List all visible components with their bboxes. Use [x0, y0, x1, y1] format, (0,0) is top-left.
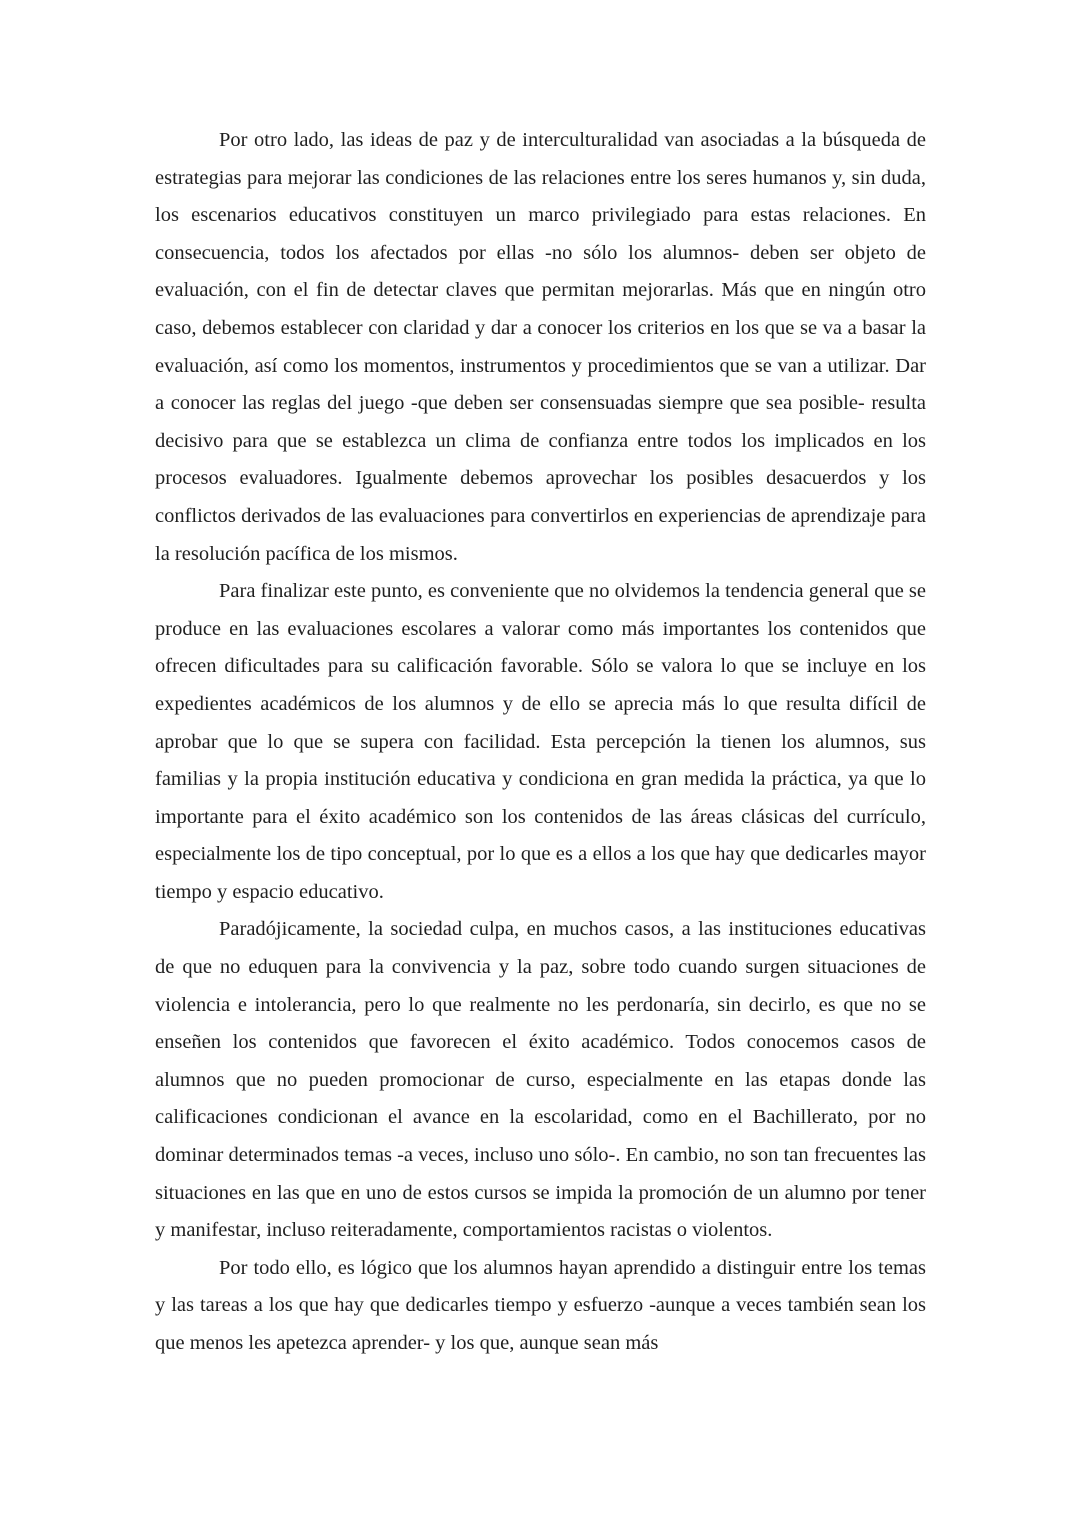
document-page — [155, 122, 926, 1422]
paragraph-evaluation-tendency: Para finalizar este punto, es conveniente que no olvidemos la tendencia general que se produce en las evaluaciones escolares a valorar como más importantes los contenidos que ofrecen dificultades para su calificación favorable. Sólo se valora lo que se incluye en los expedientes académicos de los alumnos y de ello se aprecia más lo que resulta difícil de aprobar que lo que se supera con facilidad. Esta percepción la tienen los alumnos, sus familias y la propia institución educativa y condiciona en gran medida la práctica, ya que lo importante para el éxito académico son los contenidos de las áreas clásicas del currículo, especialmente los de tipo conceptual, por lo que es a ellos a los que hay que dedicarles mayor tiempo y espacio educativo. — [155, 580, 926, 903]
paragraph-peace-interculturality: Por otro lado, las ideas de paz y de interculturalidad van asociadas a la búsqueda de estrategias para mejorar las condiciones de las relaciones entre los seres humanos y, sin duda, los escenarios educativos constituyen un marco privilegiado para estas relaciones. En consecuencia, todos los afectados por ellas -no sólo los alumnos- deben ser objeto de evaluación, con el fin de detectar claves que permitan mejorarlas. Más que en ningún otro caso, debemos establecer con claridad y dar a conocer los criterios en los que se va a basar la evaluación, así como los momentos, instrumentos y procedimientos que se van a utilizar. Dar a conocer las reglas del juego -que deben ser consensuadas siempre que sea posible- resulta decisivo para que se establezca un clima de confianza entre todos los implicados en los procesos evaluadores. Igualmente debemos aprovechar los posibles desacuerdos y los conflictos derivados de las evaluaciones para convertirlos en experiencias de aprendizaje para la resolución pacífica de los mismos. — [155, 129, 926, 565]
paragraph-students-distinguish: Por todo ello, es lógico que los alumnos hayan aprendido a distinguir entre los temas y las tareas a los que hay que dedicarles tiempo y esfuerzo -aunque a veces también sean los que menos les apetezca aprender- y los que, aunque sean más — [155, 1256, 926, 1354]
paragraph-society-blame: Paradójicamente, la sociedad culpa, en muchos casos, a las instituciones educativas de que no eduquen para la convivencia y la paz, sobre todo cuando surgen situaciones de violencia e intolerancia, pero lo que realmente no les perdonaría, sin decirlo, es que no se enseñen los contenidos que favorecen el éxito académico. Todos conocemos casos de alumnos que no pueden promocionar de curso, especialmente en las etapas donde las calificaciones condicionan el avance en la escolaridad, como en el Bachillerato, por no dominar determinados temas -a veces, incluso uno sólo-. En cambio, no son tan frecuentes las situaciones en las que en uno de estos cursos se impida la promoción de un alumno por tener y manifestar, incluso reiteradamente, comportamientos racistas o violentos. — [155, 918, 926, 1242]
